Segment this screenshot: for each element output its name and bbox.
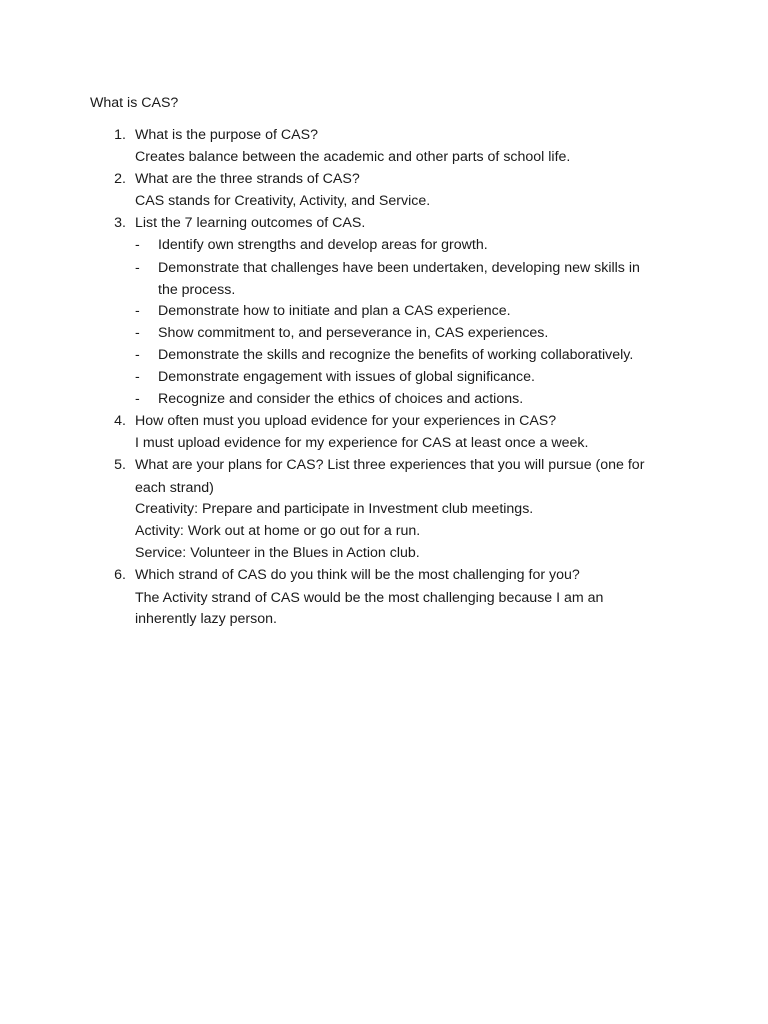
bullet-dash: - [135, 303, 140, 319]
question-text: Which strand of CAS do you think will be the most challenging for you? [135, 567, 580, 583]
answer-service: Service: Volunteer in the Blues in Action club. [135, 545, 420, 561]
answer-activity: Activity: Work out at home or go out for a run. [135, 523, 421, 539]
question-text: What are the three strands of CAS? [135, 171, 360, 187]
answer-text: Creates balance between the academic and other parts of school life. [135, 149, 571, 165]
bullet-dash: - [135, 347, 140, 363]
question-text: What are your plans for CAS? List three experiences that you will pursue (one for [135, 457, 645, 473]
answer-text: I must upload evidence for my experience for CAS at least once a week. [135, 435, 589, 451]
answer-text: The Activity strand of CAS would be the most challenging because I am an [135, 590, 604, 606]
outcome-text: Demonstrate the skills and recognize the benefits of working collaboratively. [158, 347, 634, 363]
question-text: What is the purpose of CAS? [135, 127, 318, 143]
document-title: What is CAS? [90, 95, 179, 111]
outcome-text: Demonstrate how to initiate and plan a CAS experience. [158, 303, 511, 319]
bullet-dash: - [135, 237, 140, 253]
answer-text: CAS stands for Creativity, Activity, and Service. [135, 193, 431, 209]
bullet-dash: - [135, 325, 140, 341]
item-number: 5. [114, 457, 126, 473]
outcome-text: Recognize and consider the ethics of choices and actions. [158, 391, 524, 407]
outcome-text-continued: the process. [158, 282, 236, 298]
answer-creativity: Creativity: Prepare and participate in Investment club meetings. [135, 501, 534, 517]
outcome-text: Demonstrate that challenges have been undertaken, developing new skills in [158, 260, 640, 276]
outcome-text: Demonstrate engagement with issues of global significance. [158, 369, 535, 385]
outcome-text: Show commitment to, and perseverance in, CAS experiences. [158, 325, 549, 341]
outcome-text: Identify own strengths and develop areas for growth. [158, 237, 488, 253]
item-number: 2. [114, 171, 126, 187]
bullet-dash: - [135, 391, 140, 407]
bullet-dash: - [135, 369, 140, 385]
answer-text-continued: inherently lazy person. [135, 611, 277, 627]
item-number: 1. [114, 127, 126, 143]
item-number: 6. [114, 567, 126, 583]
question-text-continued: each strand) [135, 480, 214, 496]
question-text: List the 7 learning outcomes of CAS. [135, 215, 366, 231]
bullet-dash: - [135, 260, 140, 276]
item-number: 4. [114, 413, 126, 429]
item-number: 3. [114, 215, 126, 231]
question-text: How often must you upload evidence for your experiences in CAS? [135, 413, 557, 429]
